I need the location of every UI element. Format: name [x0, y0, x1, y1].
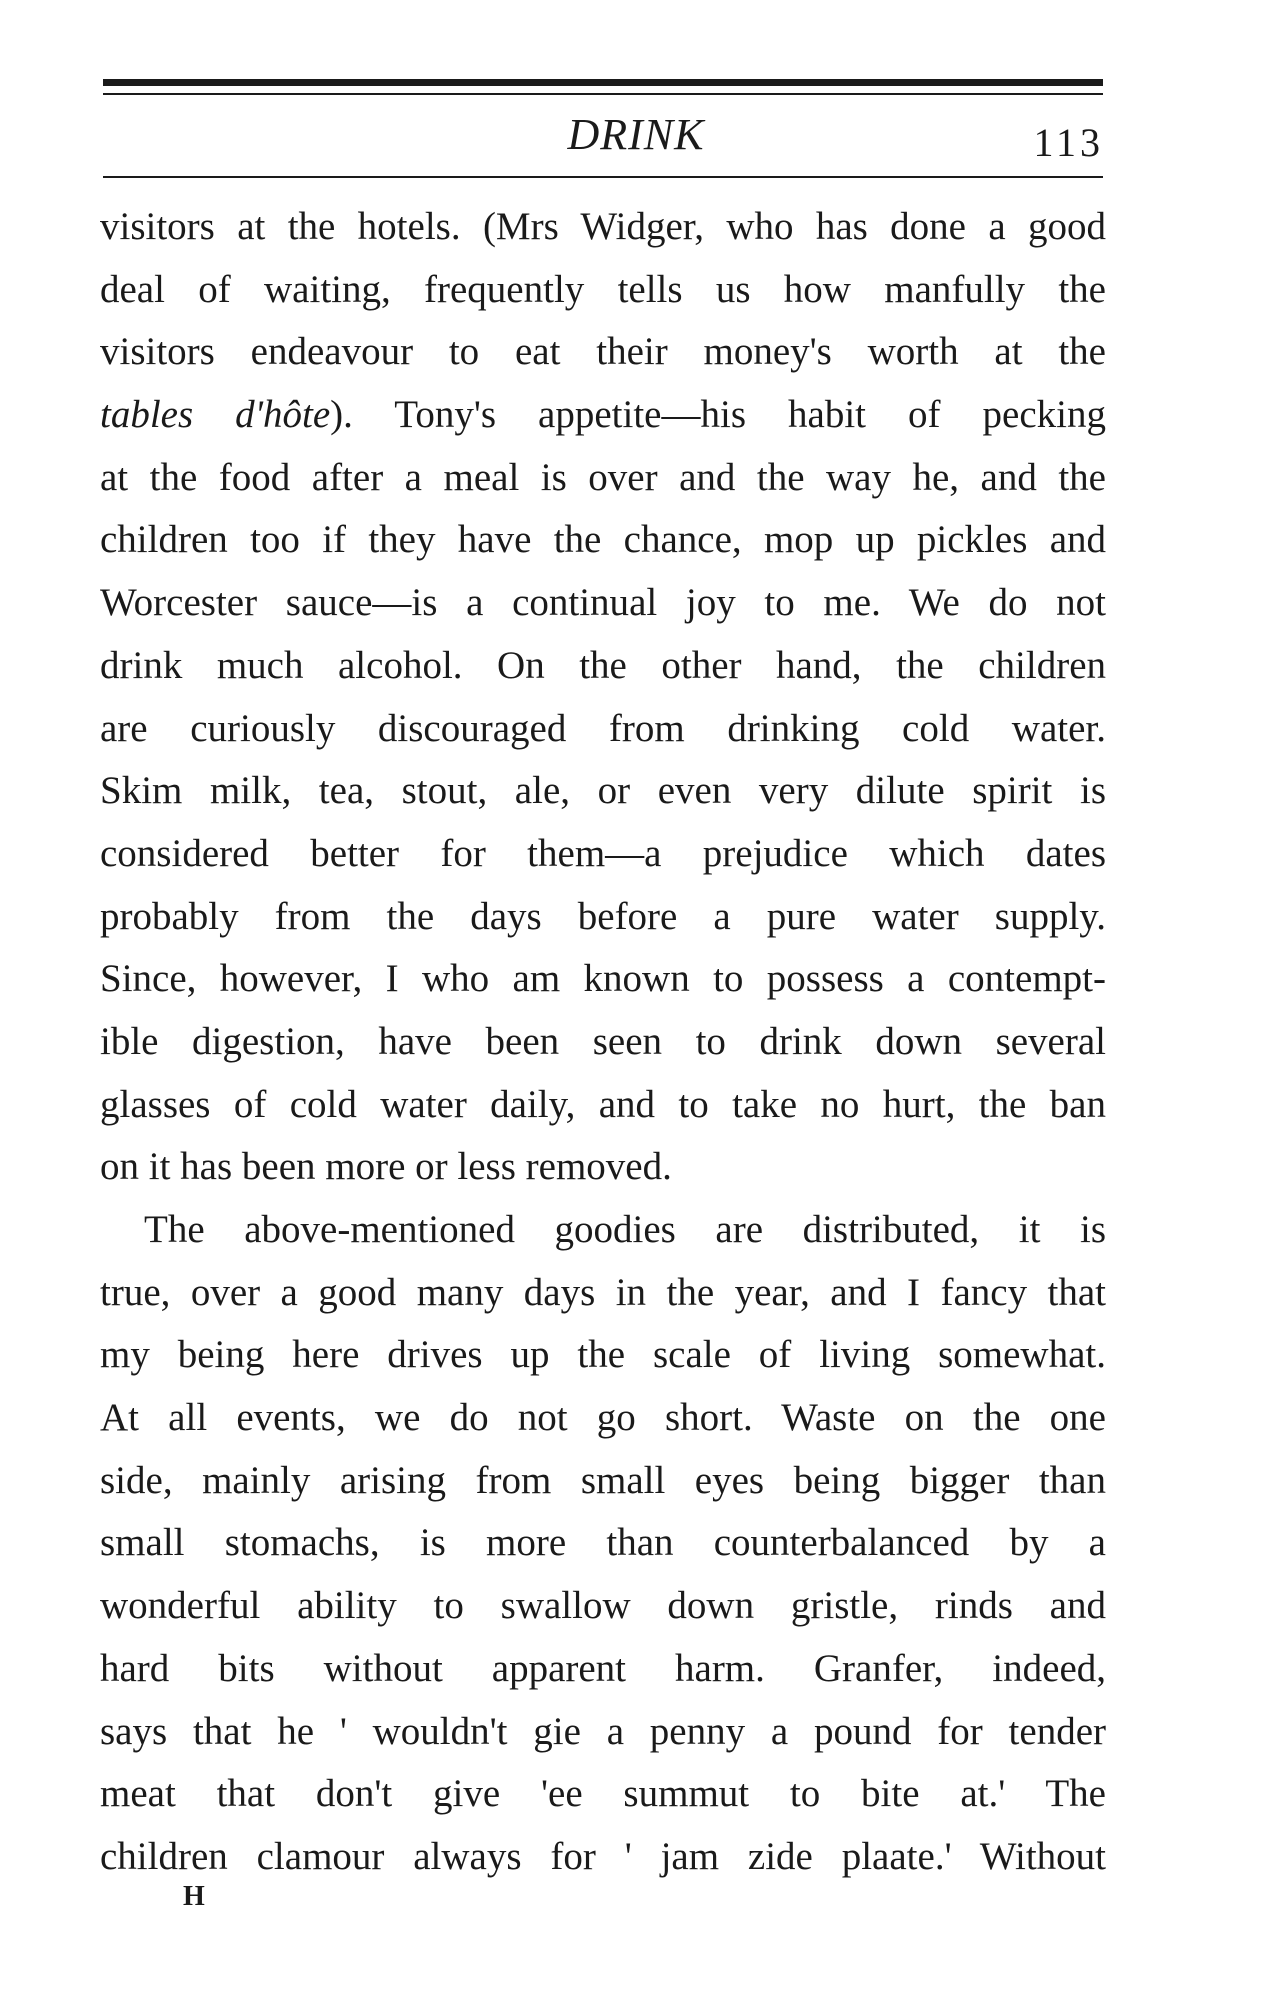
text-line: deal of waiting, frequently tells us how manfully the	[100, 267, 1106, 311]
italic-phrase: tables d'hôte	[100, 393, 331, 437]
text-line: Since, however, I who am known to possess a contempt-	[100, 957, 1106, 1001]
text-line: true, over a good many days in the year, and I fancy that	[100, 1270, 1106, 1314]
header-rule-thick	[103, 79, 1103, 86]
text-line: glasses of cold water daily, and to take no hurt, the ban	[100, 1082, 1106, 1126]
text-line: children clamour always for ' jam zide plaate.' Without	[100, 1834, 1106, 1878]
text-line	[100, 384, 1106, 447]
text-line: considered better for them—a prejudice which dates	[100, 831, 1106, 875]
text-line: children too if they have the chance, mop up pickles and	[100, 518, 1106, 562]
text-line: Worcester sauce—is a continual joy to me. We do not	[100, 581, 1106, 625]
text-line: drink much alcohol. On the other hand, the children	[100, 643, 1106, 687]
text-line: probably from the days before a pure water supply.	[100, 894, 1106, 938]
text-line: Skim milk, tea, stout, ale, or even very dilute spirit is	[100, 769, 1106, 813]
text-line: visitors at the hotels. (Mrs Widger, who has done a good	[100, 205, 1106, 248]
text-line: my being here drives up the scale of living somewhat.	[100, 1333, 1106, 1377]
text-line: side, mainly arising from small eyes being bigger than	[100, 1458, 1106, 1502]
text-line: are curiously discouraged from drinking cold water.	[100, 706, 1106, 750]
text-line: small stomachs, is more than counterbalanced by a	[100, 1521, 1106, 1565]
header-underline	[103, 176, 1103, 178]
text-line: At all events, we do not go short. Waste on the one	[100, 1396, 1106, 1440]
body-text	[100, 196, 1106, 1889]
text-line: on it has been more or less removed.	[100, 1145, 672, 1189]
page-number: 113	[1033, 120, 1104, 165]
text-line-rest: ). Tony's appetite—his habit of pecking	[330, 393, 1106, 437]
text-line: ible digestion, have been seen to drink down several	[100, 1019, 1106, 1063]
text-line: at the food after a meal is over and the way he, and the	[100, 455, 1106, 499]
text-line: says that he ' wouldn't gie a penny a pound for tender	[100, 1709, 1106, 1753]
running-title: DRINK	[567, 110, 705, 159]
header-rule-thin	[103, 93, 1103, 95]
text-line: meat that don't give 'ee summut to bite at.' The	[100, 1772, 1106, 1816]
text-line: The above-mentioned goodies are distributed, it is	[144, 1208, 1106, 1251]
signature-mark: H	[183, 1881, 205, 1912]
text-line: hard bits without apparent harm. Granfer, indeed,	[100, 1646, 1106, 1690]
text-line: wonderful ability to swallow down gristle, rinds and	[100, 1584, 1106, 1628]
text-line: visitors endeavour to eat their money's worth at the	[100, 330, 1106, 374]
